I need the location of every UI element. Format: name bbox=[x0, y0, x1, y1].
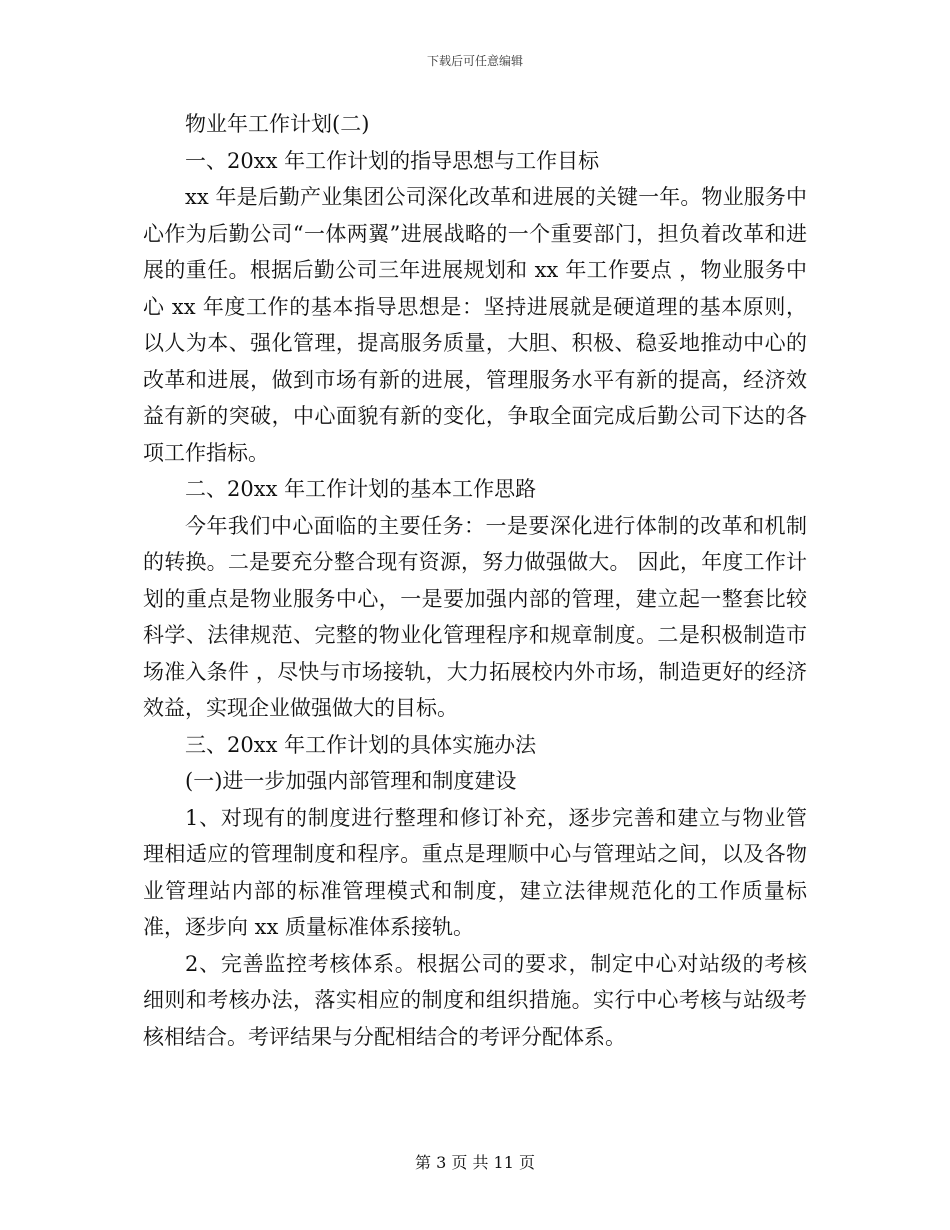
paragraph: 今年我们中心面临的主要任务：一是要深化进行体制的改革和机制的转换。二是要充分整合现有资源，努力做强做大。 因此，年度工作计划的重点是物业服务中心，一是要加强内部的管理，建立起一整套比较科学、法律规范、完整的物业化管理程序和规章制度。二是积极制造市场准入条件 ，尽快与市场接轨，大力拓展校内外市场，制造更好的经济效益，实现企业做强做大的目标。 bbox=[143, 513, 807, 720]
paragraph: xx 年是后勤产业集团公司深化改革和进展的关键一年。物业服务中心作为后勤公司“一体两翼”进展战略的一个重要部门，担负着改革和进展的重任。根据后勤公司三年进展规划和 xx 年工作要点 ，物业服务中心 xx 年度工作的基本指导思想是：坚持进展就是硬道理的基本原则，以人为本、强化管理，提高服务质量，大胆、积极、稳妥地推动中心的改革和进展，做到市场有新的进展，管理服务水平有新的提高，经济效益有新的突破，中心面貌有新的变化，争取全面完成后勤公司下达的各项工作指标。 bbox=[143, 185, 807, 465]
section-heading-1: 一、20xx 年工作计划的指导思想与工作目标 bbox=[185, 148, 600, 173]
section-heading-3: 三、20xx 年工作计划的具体实施办法 bbox=[185, 732, 537, 757]
paragraph: 2、完善监控考核体系。根据公司的要求，制定中心对站级的考核细则和考核办法，落实相应的制度和组织措施。实行中心考核与站级考核相结合。考评结果与分配相结合的考评分配体系。 bbox=[143, 951, 807, 1049]
document-title: 物业年工作计划(二) bbox=[185, 112, 370, 136]
paragraph: 1、对现有的制度进行整理和修订补充，逐步完善和建立与物业管理相适应的管理制度和程序。重点是理顺中心与管理站之间，以及各物业管理站内部的标准管理模式和制度，建立法律规范化的工作质量标准，逐步向 xx 质量标准体系接轨。 bbox=[143, 805, 807, 939]
page-header: 下载后可任意编辑 bbox=[426, 54, 523, 68]
section-heading-2: 二、20xx 年工作计划的基本工作思路 bbox=[185, 477, 537, 501]
document-body bbox=[143, 106, 807, 1055]
page-number: 第 3 页 共 11 页 bbox=[415, 1153, 535, 1172]
subsection-heading: (一)进一步加强内部管理和制度建设 bbox=[185, 769, 517, 793]
